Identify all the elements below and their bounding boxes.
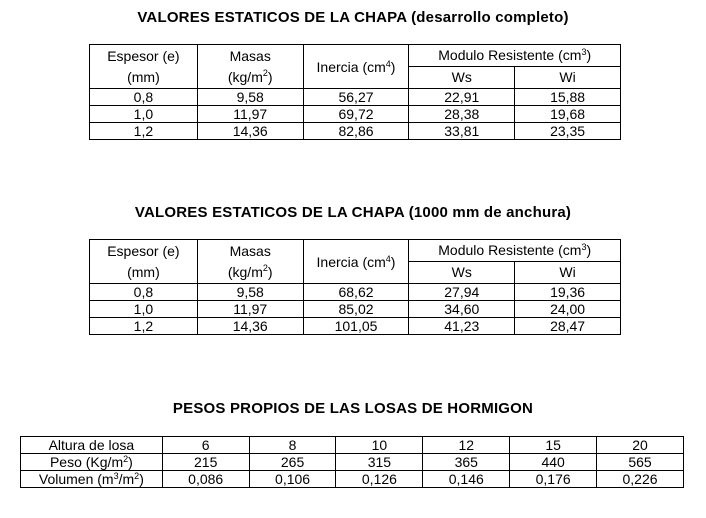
cell: 69,72 <box>303 106 409 123</box>
header-espesor-unit: (mm) <box>90 261 198 284</box>
cell: 82,86 <box>303 123 409 140</box>
cell: 365 <box>423 454 510 471</box>
header-espesor: Espesor (e) <box>90 240 198 262</box>
table-row <box>90 123 621 140</box>
cell: 9,58 <box>197 89 303 106</box>
cell: 34,60 <box>409 301 515 318</box>
table-row <box>90 318 621 335</box>
header-inercia: Inercia $(cm^4)$ <box>303 45 409 89</box>
header-wi: Wi <box>515 261 621 284</box>
cell: 9,58 <box>197 284 303 301</box>
cell: 56,27 <box>303 89 409 106</box>
static-values-table-full <box>89 44 621 140</box>
table-row <box>21 471 684 488</box>
cell: 6 <box>162 437 249 454</box>
cell: 0,226 <box>597 471 684 488</box>
cell: 24,00 <box>515 301 621 318</box>
header-masas-unit: $(kg/m^2)$ <box>197 66 303 89</box>
cell: 68,62 <box>303 284 409 301</box>
cell: 0,8 <box>90 284 198 301</box>
row-label-peso: Peso $(Kg/m^2)$ <box>21 454 163 471</box>
cell: 265 <box>249 454 336 471</box>
cell: 101,05 <box>303 318 409 335</box>
cell: 28,38 <box>409 106 515 123</box>
cell: 0,146 <box>423 471 510 488</box>
header-modulo-resistente: Modulo Resistente $(cm^3)$ <box>409 240 621 262</box>
header-wi: Wi <box>515 66 621 89</box>
cell: 27,94 <box>409 284 515 301</box>
cell: 1,2 <box>90 123 198 140</box>
cell: 22,91 <box>409 89 515 106</box>
table-row <box>90 301 621 318</box>
cell: 0,106 <box>249 471 336 488</box>
cell: 215 <box>162 454 249 471</box>
cell: 23,35 <box>515 123 621 140</box>
header-ws: Ws <box>409 261 515 284</box>
header-masas: Masas <box>197 240 303 262</box>
cell: 1,2 <box>90 318 198 335</box>
header-espesor-unit: (mm) <box>90 66 198 89</box>
header-ws: Ws <box>409 66 515 89</box>
row-label-altura: Altura de losa <box>21 437 163 454</box>
cell: 41,23 <box>409 318 515 335</box>
cell: 1,0 <box>90 301 198 318</box>
cell: 11,97 <box>197 106 303 123</box>
header-inercia: Inercia $(cm^4)$ <box>303 240 409 284</box>
cell: 15,88 <box>515 89 621 106</box>
row-label-volumen: Volumen $(m^3/m^2)$ <box>21 471 163 488</box>
table-row <box>21 454 684 471</box>
cell: 12 <box>423 437 510 454</box>
table-row <box>90 284 621 301</box>
cell: 33,81 <box>409 123 515 140</box>
header-modulo-resistente: Modulo Resistente $(cm^3)$ <box>409 45 621 67</box>
cell: 28,47 <box>515 318 621 335</box>
section2-title: VALORES ESTATICOS DE LA CHAPA (1000 mm de anchura) <box>134 204 572 221</box>
cell: 14,36 <box>197 318 303 335</box>
header-espesor: Espesor (e) <box>90 45 198 67</box>
header-masas-unit: $(kg/m^2)$ <box>197 261 303 284</box>
table-row <box>90 89 621 106</box>
cell: 0,176 <box>510 471 597 488</box>
cell: 8 <box>249 437 336 454</box>
header-masas: Masas <box>197 45 303 67</box>
static-values-table-1000mm <box>89 239 621 335</box>
section3-title: PESOS PROPIOS DE LAS LOSAS DE HORMIGON <box>172 400 534 417</box>
cell: 1,0 <box>90 106 198 123</box>
table-row <box>90 106 621 123</box>
cell: 11,97 <box>197 301 303 318</box>
slab-weights-table <box>20 436 684 488</box>
cell: 0,086 <box>162 471 249 488</box>
table-row <box>21 437 684 454</box>
cell: 440 <box>510 454 597 471</box>
cell: 19,68 <box>515 106 621 123</box>
cell: 10 <box>336 437 423 454</box>
cell: 15 <box>510 437 597 454</box>
cell: 0,126 <box>336 471 423 488</box>
cell: 85,02 <box>303 301 409 318</box>
cell: 19,36 <box>515 284 621 301</box>
cell: 315 <box>336 454 423 471</box>
cell: 20 <box>597 437 684 454</box>
cell: 14,36 <box>197 123 303 140</box>
cell: 565 <box>597 454 684 471</box>
section1-title: VALORES ESTATICOS DE LA CHAPA (desarrollo completo) <box>137 9 569 26</box>
cell: 0,8 <box>90 89 198 106</box>
